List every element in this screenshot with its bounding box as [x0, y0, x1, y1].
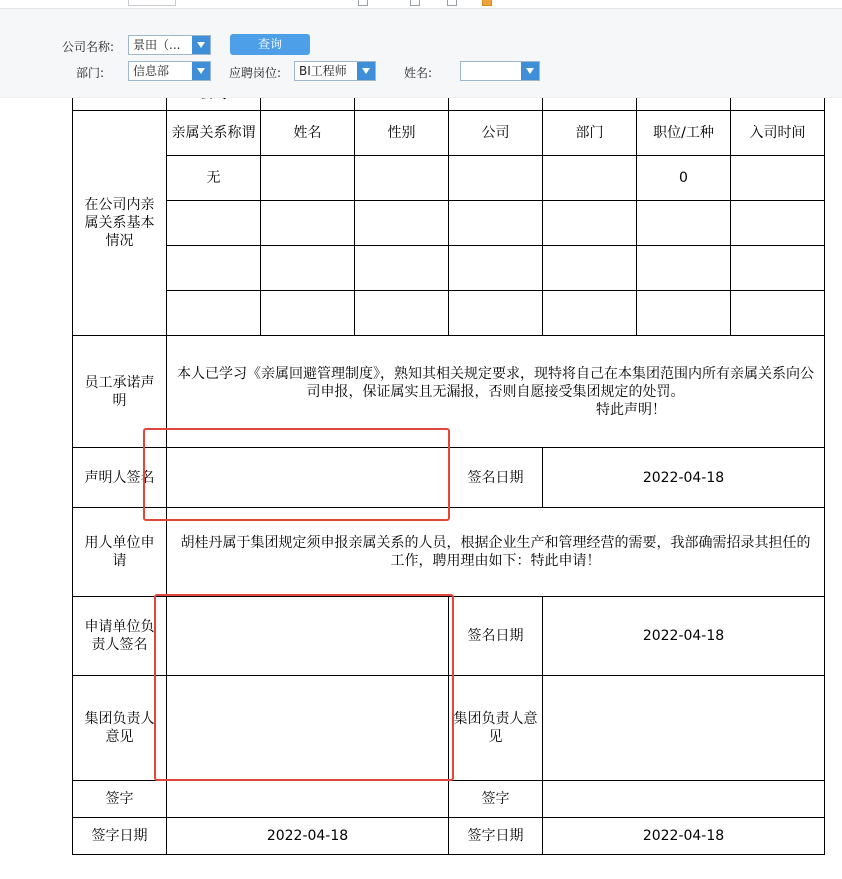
dropdown-arrow-icon[interactable] — [357, 62, 375, 80]
sign-date-label-right: 签字日期 — [449, 818, 543, 855]
table-cell — [167, 291, 261, 336]
table-cell — [731, 291, 825, 336]
department-select[interactable] — [128, 61, 211, 81]
table-cell — [731, 156, 825, 201]
table-row-sign-date — [73, 818, 825, 855]
table-cell — [261, 246, 355, 291]
table-cell — [167, 246, 261, 291]
table-cell — [355, 156, 449, 201]
table-row — [73, 201, 825, 246]
position-select[interactable] — [294, 61, 376, 81]
toolbar-icon[interactable] — [410, 0, 420, 6]
statement-label: 员工承诺声明 — [73, 336, 167, 448]
sign-label-right: 签字 — [449, 781, 543, 818]
table-cell: 0 — [637, 156, 731, 201]
sign-date-value-right: 2022-04-18 — [543, 818, 825, 855]
table-cell: 无 — [167, 156, 261, 201]
group-opinion-right-label: 集团负责人意见 — [449, 676, 543, 781]
export-icon[interactable] — [482, 0, 492, 6]
table-cell — [449, 291, 543, 336]
unit-head-sign-date-value: 2022-04-18 — [543, 597, 825, 676]
table-cell — [355, 291, 449, 336]
declarant-sign-date-value: 2022-04-18 — [543, 448, 825, 508]
declarant-sign-date-label: 签名日期 — [449, 448, 543, 508]
table-cell — [731, 246, 825, 291]
table-row — [73, 291, 825, 336]
table-row — [73, 246, 825, 291]
header-cell: 职位/工种 — [637, 111, 731, 156]
position-select-value: BI工程师 — [299, 64, 347, 78]
table-cell — [731, 201, 825, 246]
toolbar-icon[interactable] — [358, 0, 368, 6]
position-filter-label: 应聘岗位: — [229, 66, 282, 80]
header-cell: 亲属关系称谓 — [167, 111, 261, 156]
table-cell — [261, 291, 355, 336]
table-row — [73, 156, 825, 201]
table-cell — [261, 156, 355, 201]
dropdown-arrow-icon[interactable] — [192, 62, 210, 80]
statement-closing: 特此声明！ — [596, 401, 666, 418]
dropdown-arrow-icon[interactable] — [192, 36, 210, 54]
company-select-value: 景田（... — [133, 38, 181, 52]
table-cell — [167, 201, 261, 246]
department-filter-label: 部门: — [76, 66, 105, 80]
name-filter-label: 姓名: — [404, 66, 433, 80]
table-cell — [543, 156, 637, 201]
sign-field-right[interactable] — [543, 781, 825, 818]
sign-field-left[interactable] — [167, 781, 449, 818]
query-button[interactable]: 查询 — [230, 34, 310, 55]
header-cell: 部门 — [543, 111, 637, 156]
declarant-signature-label: 声明人签名 — [73, 448, 167, 508]
unit-head-signature-label: 申请单位负责人签名 — [73, 597, 167, 676]
top-toolbar-strip — [0, 0, 842, 9]
department-select-value: 信息部 — [133, 64, 170, 78]
header-cell: 入司时间 — [731, 111, 825, 156]
table-cell — [449, 246, 543, 291]
table-cell — [543, 291, 637, 336]
sign-date-value-left: 2022-04-18 — [167, 818, 449, 855]
table-cell — [637, 291, 731, 336]
group-opinion-label: 集团负责人意见 — [73, 676, 167, 781]
group-opinion-right-field[interactable] — [543, 676, 825, 781]
sign-label-left: 签字 — [73, 781, 167, 818]
table-row-sign — [73, 781, 825, 818]
table-cell — [449, 201, 543, 246]
toolbar-icon[interactable] — [447, 0, 457, 6]
table-cell — [355, 246, 449, 291]
header-cell: 姓名 — [261, 111, 355, 156]
table-cell — [355, 201, 449, 246]
table-cell — [449, 156, 543, 201]
header-cell: 性别 — [355, 111, 449, 156]
dropdown-arrow-icon[interactable] — [521, 62, 539, 80]
company-filter-label: 公司名称: — [62, 40, 115, 54]
page-number-box[interactable] — [128, 0, 176, 6]
table-cell — [543, 246, 637, 291]
name-select[interactable] — [460, 61, 540, 81]
unit-application-text: 胡桂丹属于集团规定须申报亲属关系的人员，根据企业生产和管理经营的需要，我部确需招录其担任的工作，聘用理由如下：特此申请！ — [167, 508, 825, 597]
company-select[interactable] — [128, 35, 211, 55]
table-cell — [543, 201, 637, 246]
highlight-box-unit-group-signature — [154, 594, 454, 781]
table-cell — [637, 246, 731, 291]
unit-head-sign-date-label: 签名日期 — [449, 597, 543, 676]
table-cell — [637, 201, 731, 246]
highlight-box-declarant-signature — [143, 428, 450, 521]
table-row-relatives-header — [73, 111, 825, 156]
table-cell — [261, 201, 355, 246]
header-cell: 公司 — [449, 111, 543, 156]
unit-application-label: 用人单位申请 — [73, 508, 167, 597]
relatives-section-label: 在公司内亲属关系基本情况 — [73, 111, 167, 336]
statement-text: 本人已学习《亲属回避管理制度》，熟知其相关规定要求，现特将自己在本集团范围内所有亲属关系向公司申报，保证属实且无漏报，否则自愿接受集团规定的处罚。 — [177, 365, 814, 400]
filter-toolbar — [0, 0, 842, 98]
sign-date-label-left: 签字日期 — [73, 818, 167, 855]
